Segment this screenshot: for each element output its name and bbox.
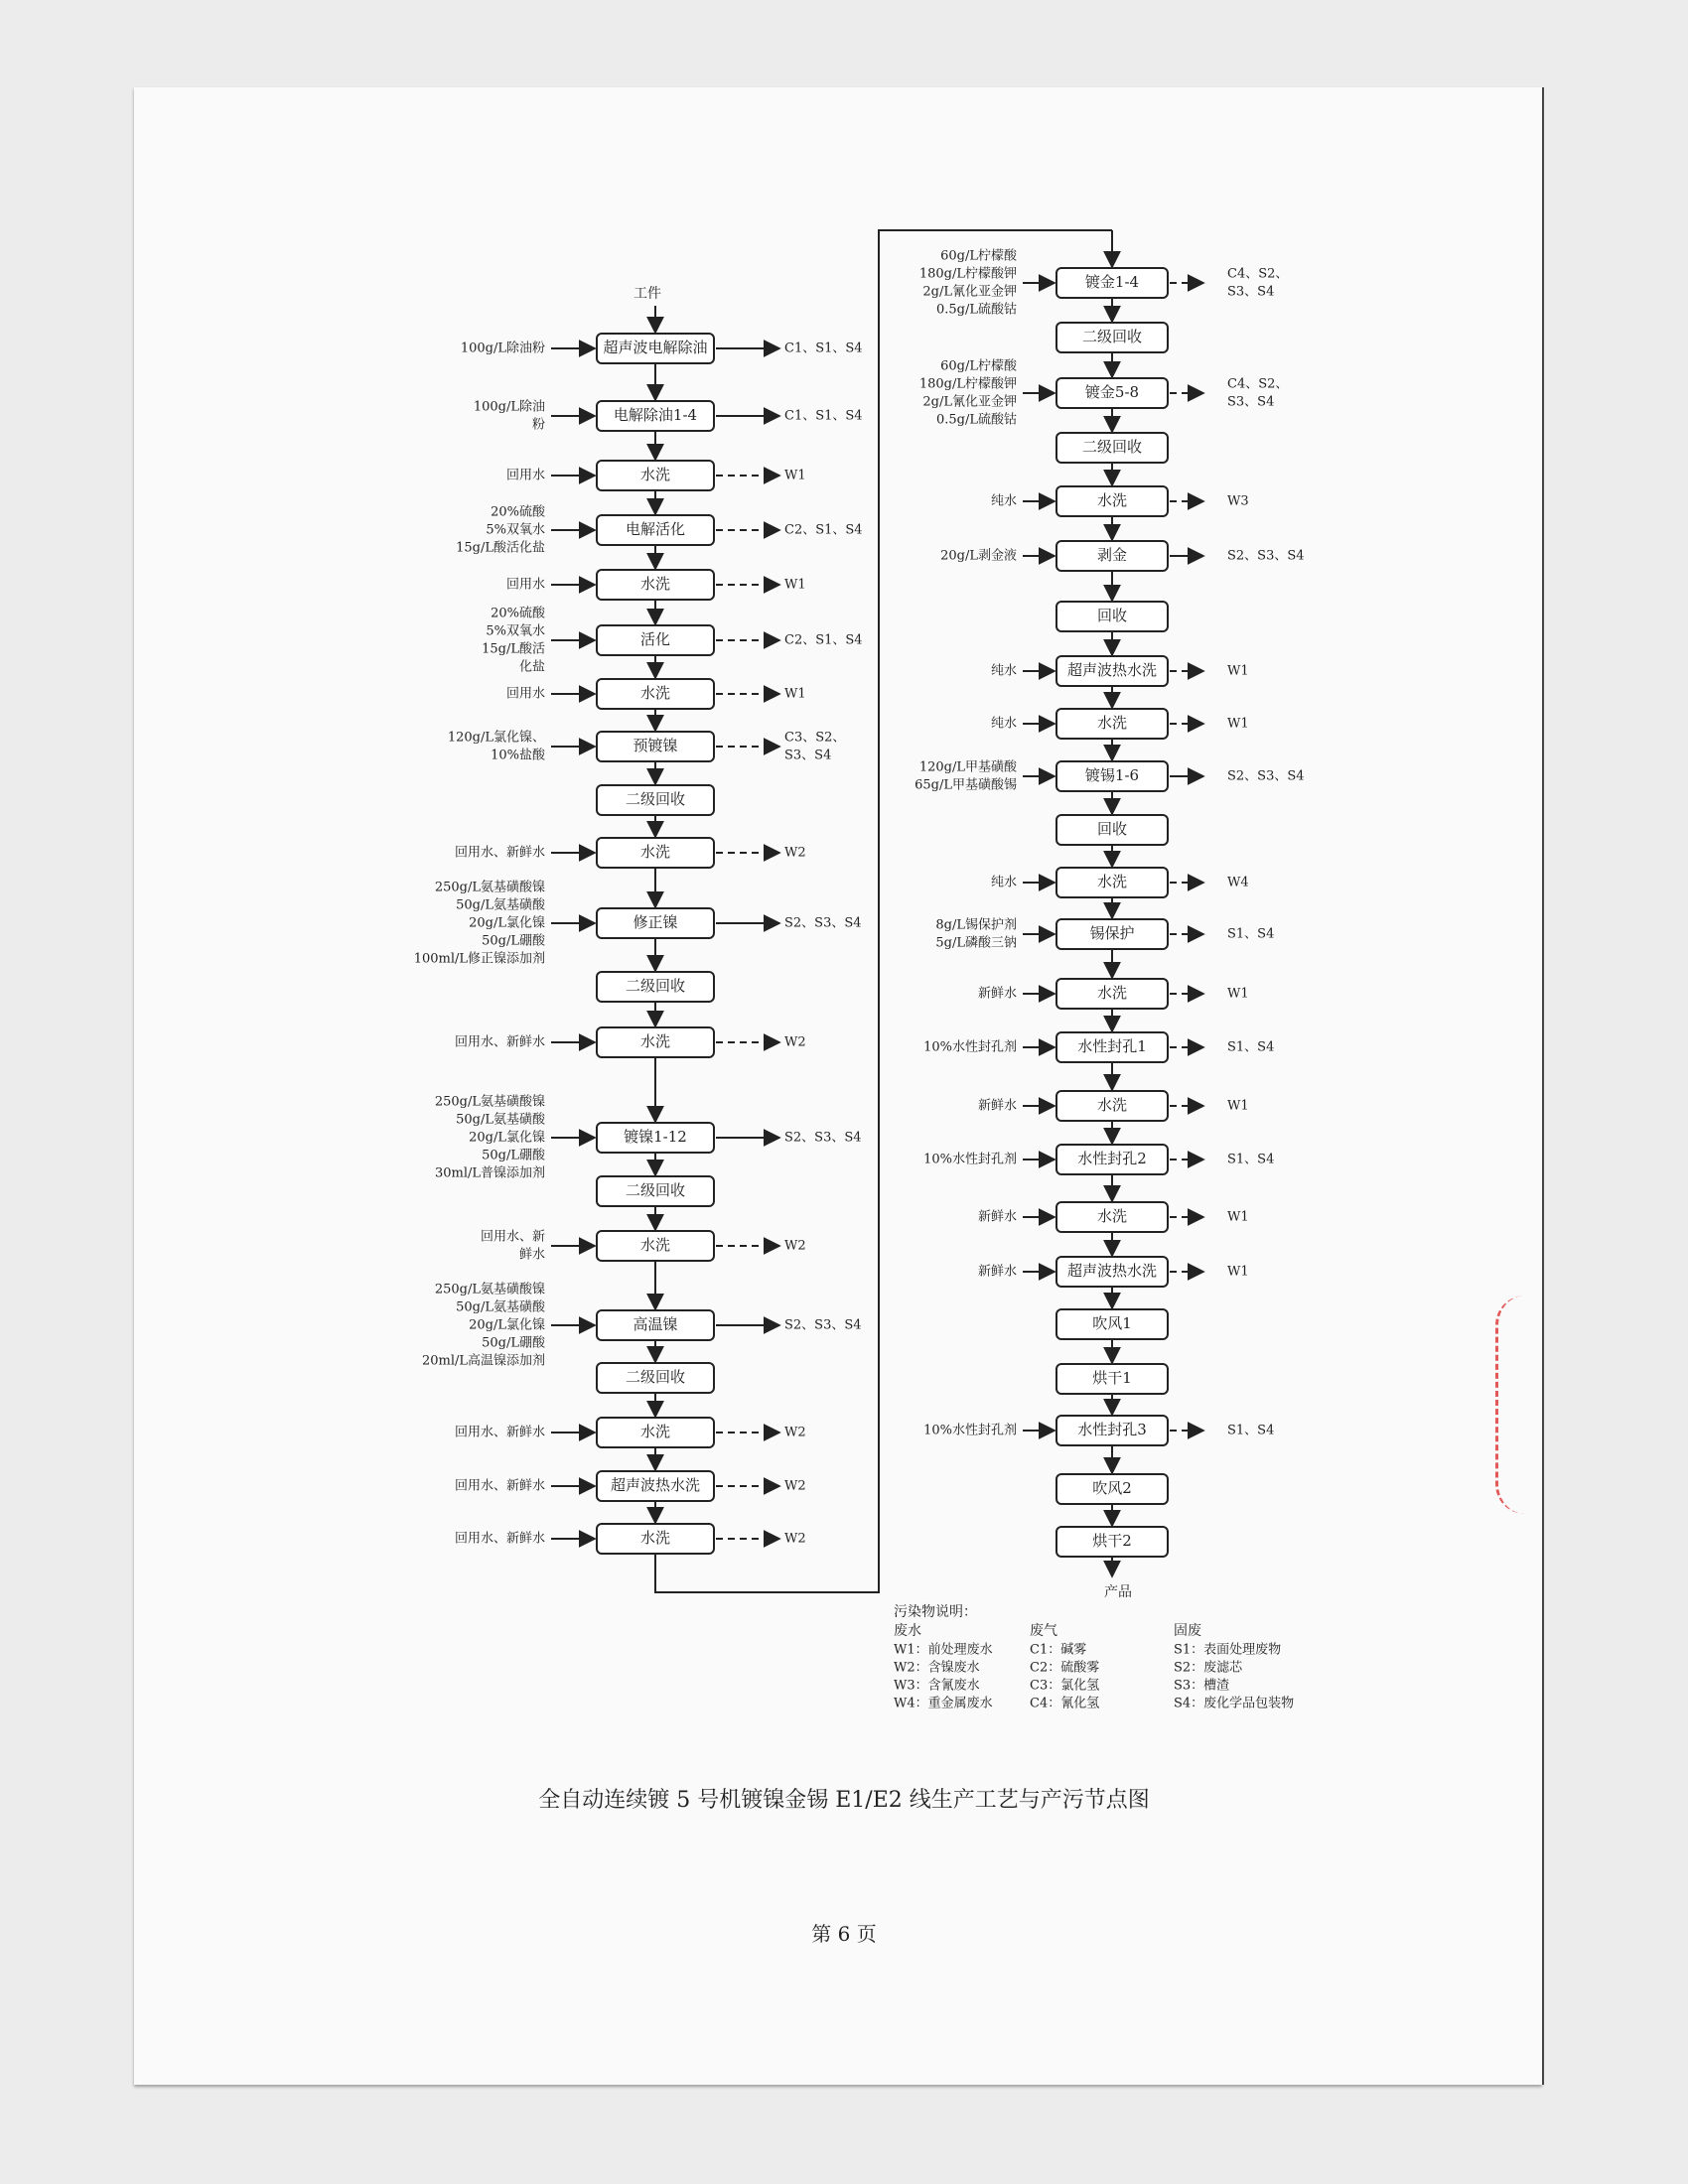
right-input-chemical: 新鲜水 — [977, 1264, 1017, 1280]
right-step-label: 烘干2 — [1092, 1532, 1132, 1550]
right-input-chemical: 180g/L柠檬酸钾 — [918, 266, 1017, 282]
right-step-label: 水性封孔1 — [1077, 1037, 1147, 1055]
right-step-label: 镀金5-8 — [1084, 383, 1140, 401]
right-output-pollutant: C4、S2、 — [1227, 376, 1289, 392]
left-output-pollutant: S2、S3、S4 — [784, 1317, 862, 1333]
left-input-chemical: 20g/L氯化镍 — [469, 915, 545, 931]
start-label: 工件 — [633, 286, 661, 302]
left-input-chemical: 20ml/L高温镍添加剂 — [421, 1353, 545, 1369]
legend-category: 废气 — [1030, 1623, 1057, 1639]
left-input-chemical: 回用水 — [505, 577, 545, 593]
left-input-chemical: 化盐 — [518, 659, 545, 675]
right-output-pollutant: S2、S3、S4 — [1227, 768, 1305, 784]
left-input-chemical: 20g/L氯化镍 — [469, 1317, 545, 1333]
left-input-chemical: 回用水、新鲜水 — [454, 1425, 545, 1440]
right-input-chemical: 10%水性封孔剂 — [923, 1039, 1017, 1055]
legend-item: S3：槽渣 — [1174, 1678, 1230, 1694]
left-output-pollutant: S3、S4 — [784, 748, 832, 763]
legend-item: W3：含氰废水 — [894, 1678, 980, 1694]
legend-item: S2：废滤芯 — [1174, 1660, 1243, 1676]
left-output-pollutant: W1 — [784, 686, 806, 702]
right-step-label: 回收 — [1096, 607, 1128, 624]
left-output-pollutant: W1 — [784, 468, 806, 483]
left-step-label: 水洗 — [639, 1423, 671, 1440]
legend-item: S4：废化学品包装物 — [1174, 1696, 1295, 1711]
left-input-chemical: 回用水、新鲜水 — [454, 845, 545, 861]
legend-item: C4：氰化氢 — [1030, 1696, 1100, 1711]
legend-category: 废水 — [894, 1623, 921, 1639]
right-output-pollutant: W1 — [1227, 986, 1249, 1002]
left-output-pollutant: C2、S1、S4 — [784, 522, 863, 538]
left-input-chemical: 50g/L硼酸 — [482, 933, 545, 949]
right-input-chemical: 180g/L柠檬酸钾 — [918, 376, 1017, 392]
left-output-pollutant: W2 — [784, 1478, 806, 1494]
left-output-pollutant: W2 — [784, 1034, 806, 1050]
right-input-chemical: 0.5g/L硫酸钴 — [935, 412, 1017, 428]
left-step-label: 二级回收 — [625, 1368, 686, 1386]
legend-item: S1：表面处理废物 — [1174, 1642, 1282, 1658]
left-input-chemical: 10%盐酸 — [491, 748, 545, 763]
left-input-chemical: 50g/L硼酸 — [482, 1148, 545, 1163]
right-input-chemical: 60g/L柠檬酸 — [940, 248, 1017, 264]
right-step-label: 水性封孔2 — [1077, 1150, 1147, 1167]
right-input-chemical: 8g/L锡保护剂 — [935, 917, 1017, 933]
right-output-pollutant: S1、S4 — [1227, 926, 1275, 942]
right-output-pollutant: W1 — [1227, 1264, 1249, 1280]
left-input-chemical: 回用水、新鲜水 — [454, 1478, 545, 1494]
right-step-label: 水洗 — [1096, 984, 1128, 1002]
right-step-label: 剥金 — [1096, 546, 1128, 564]
left-step-label: 水洗 — [639, 843, 671, 861]
right-input-chemical: 新鲜水 — [977, 986, 1017, 1002]
left-step-label: 高温镍 — [633, 1315, 678, 1333]
left-step-label: 水洗 — [639, 684, 671, 702]
right-step-label: 回收 — [1096, 820, 1128, 838]
legend-item: C2：硫酸雾 — [1030, 1660, 1100, 1676]
left-output-pollutant: S2、S3、S4 — [784, 1130, 862, 1146]
right-input-chemical: 新鲜水 — [977, 1209, 1017, 1225]
right-output-pollutant: W4 — [1227, 875, 1249, 890]
right-input-chemical: 纯水 — [990, 716, 1017, 732]
right-input-chemical: 2g/L氰化亚金钾 — [922, 394, 1017, 410]
left-step-label: 电解除油1-4 — [613, 406, 698, 424]
column-connector-line — [655, 230, 1112, 1592]
right-input-chemical: 5g/L磷酸三钠 — [935, 935, 1017, 951]
left-input-chemical: 120g/L氯化镍、 — [447, 730, 545, 746]
right-step-label: 水洗 — [1096, 1207, 1128, 1225]
legend-category: 固废 — [1174, 1623, 1201, 1639]
right-step-label: 烘干1 — [1092, 1369, 1132, 1387]
left-input-chemical: 20%硫酸 — [491, 504, 545, 520]
legend-item: C1：碱雾 — [1030, 1642, 1087, 1658]
left-input-chemical: 回用水、新鲜水 — [454, 1531, 545, 1547]
left-output-pollutant: W2 — [784, 1425, 806, 1440]
left-input-chemical: 粉 — [531, 417, 545, 433]
left-step-label: 水洗 — [639, 466, 671, 483]
left-input-chemical: 250g/L氨基磺酸镍 — [434, 1094, 545, 1110]
left-step-label: 水洗 — [639, 575, 671, 593]
right-step-label: 镀锡1-6 — [1084, 766, 1140, 784]
left-input-chemical: 5%双氧水 — [486, 623, 545, 639]
right-input-chemical: 65g/L甲基磺酸锡 — [914, 777, 1017, 793]
left-output-pollutant: C3、S2、 — [784, 730, 846, 746]
left-output-pollutant: C1、S1、S4 — [784, 408, 863, 424]
left-step-label: 水洗 — [639, 1032, 671, 1050]
left-input-chemical: 250g/L氨基磺酸镍 — [434, 880, 545, 895]
left-input-chemical: 250g/L氨基磺酸镍 — [434, 1282, 545, 1297]
left-output-pollutant: W2 — [784, 1531, 806, 1547]
left-output-pollutant: W2 — [784, 1238, 806, 1254]
right-input-chemical: 20g/L剥金液 — [940, 548, 1017, 564]
left-input-chemical: 5%双氧水 — [486, 522, 545, 538]
left-input-chemical: 20%硫酸 — [491, 606, 545, 621]
left-output-pollutant: S2、S3、S4 — [784, 915, 862, 931]
left-input-chemical: 回用水、新 — [480, 1229, 545, 1245]
legend-item: W2：含镍废水 — [894, 1660, 980, 1676]
left-step-label: 电解活化 — [625, 520, 686, 538]
right-step-label: 镀金1-4 — [1084, 273, 1140, 291]
right-step-label: 水性封孔3 — [1077, 1421, 1147, 1438]
left-output-pollutant: C1、S1、S4 — [784, 341, 863, 356]
left-step-label: 超声波热水洗 — [610, 1476, 701, 1494]
left-step-label: 二级回收 — [625, 1181, 686, 1199]
left-input-chemical: 回用水、新鲜水 — [454, 1034, 545, 1050]
right-output-pollutant: S3、S4 — [1227, 284, 1275, 300]
left-input-chemical: 鲜水 — [518, 1247, 545, 1263]
left-input-chemical: 回用水 — [505, 468, 545, 483]
legend-item: W4：重金属废水 — [894, 1696, 993, 1711]
right-input-chemical: 120g/L甲基磺酸 — [918, 759, 1017, 775]
right-output-pollutant: W3 — [1227, 493, 1249, 509]
right-step-label: 超声波热水洗 — [1066, 661, 1158, 679]
left-step-label: 二级回收 — [625, 790, 686, 808]
right-step-label: 超声波热水洗 — [1066, 1262, 1158, 1280]
right-step-label: 水洗 — [1096, 873, 1128, 890]
left-input-chemical: 50g/L氨基磺酸 — [456, 897, 545, 913]
left-step-label: 水洗 — [639, 1529, 671, 1547]
right-step-label: 吹风1 — [1092, 1314, 1132, 1332]
right-output-pollutant: S1、S4 — [1227, 1039, 1275, 1055]
right-input-chemical: 纯水 — [990, 875, 1017, 890]
right-input-chemical: 10%水性封孔剂 — [923, 1152, 1017, 1167]
right-step-label: 水洗 — [1096, 491, 1128, 509]
left-input-chemical: 15g/L酸活化盐 — [456, 540, 545, 556]
left-step-label: 二级回收 — [625, 977, 686, 995]
left-step-label: 预镀镍 — [633, 737, 678, 754]
diagram-caption: 全自动连续镀 5 号机镀镍金锡 E1/E2 线生产工艺与产污节点图 — [538, 1788, 1150, 1813]
left-input-chemical: 100g/L除油粉 — [460, 341, 545, 356]
right-output-pollutant: W1 — [1227, 1098, 1249, 1114]
left-step-label: 镀镍1-12 — [624, 1128, 687, 1146]
right-step-label: 水洗 — [1096, 1096, 1128, 1114]
right-step-label: 吹风2 — [1092, 1479, 1132, 1497]
page-number: 第 6 页 — [811, 1922, 877, 1946]
right-output-pollutant: W1 — [1227, 663, 1249, 679]
legend-item: C3：氯化氢 — [1030, 1678, 1100, 1694]
right-step-label: 锡保护 — [1089, 924, 1135, 942]
right-output-pollutant: W1 — [1227, 716, 1249, 732]
right-output-pollutant: S1、S4 — [1227, 1152, 1275, 1167]
right-step-label: 二级回收 — [1081, 438, 1143, 456]
left-step-label: 水洗 — [639, 1236, 671, 1254]
seal-stamp — [1495, 1296, 1538, 1514]
left-input-chemical: 100g/L除油 — [473, 399, 545, 415]
right-input-chemical: 0.5g/L硫酸钴 — [935, 302, 1017, 318]
right-output-pollutant: C4、S2、 — [1227, 266, 1289, 282]
left-step-label: 超声波电解除油 — [603, 339, 708, 356]
left-output-pollutant: C2、S1、S4 — [784, 632, 863, 648]
right-input-chemical: 纯水 — [990, 493, 1017, 509]
legend-heading: 污染物说明： — [894, 1604, 977, 1620]
right-input-chemical: 2g/L氰化亚金钾 — [922, 284, 1017, 300]
left-input-chemical: 100ml/L修正镍添加剂 — [413, 951, 545, 967]
end-label: 产品 — [1104, 1584, 1132, 1600]
right-input-chemical: 新鲜水 — [977, 1098, 1017, 1114]
right-input-chemical: 10%水性封孔剂 — [923, 1423, 1017, 1438]
right-output-pollutant: W1 — [1227, 1209, 1249, 1225]
left-output-pollutant: W2 — [784, 845, 806, 861]
right-output-pollutant: S1、S4 — [1227, 1423, 1275, 1438]
legend-item: W1：前处理废水 — [894, 1642, 993, 1658]
left-input-chemical: 50g/L氨基磺酸 — [456, 1112, 545, 1128]
left-input-chemical: 20g/L氯化镍 — [469, 1130, 545, 1146]
right-input-chemical: 60g/L柠檬酸 — [940, 358, 1017, 374]
left-input-chemical: 30ml/L普镍添加剂 — [434, 1165, 545, 1181]
left-input-chemical: 50g/L硼酸 — [482, 1335, 545, 1351]
left-output-pollutant: W1 — [784, 577, 806, 593]
left-step-label: 修正镍 — [633, 913, 678, 931]
right-input-chemical: 纯水 — [990, 663, 1017, 679]
right-step-label: 水洗 — [1096, 714, 1128, 732]
right-step-label: 二级回收 — [1081, 328, 1143, 345]
left-input-chemical: 15g/L酸活 — [482, 641, 545, 657]
left-input-chemical: 50g/L氨基磺酸 — [456, 1299, 545, 1315]
right-output-pollutant: S3、S4 — [1227, 394, 1275, 410]
right-output-pollutant: S2、S3、S4 — [1227, 548, 1305, 564]
left-input-chemical: 回用水 — [505, 686, 545, 702]
left-step-label: 活化 — [639, 630, 671, 648]
